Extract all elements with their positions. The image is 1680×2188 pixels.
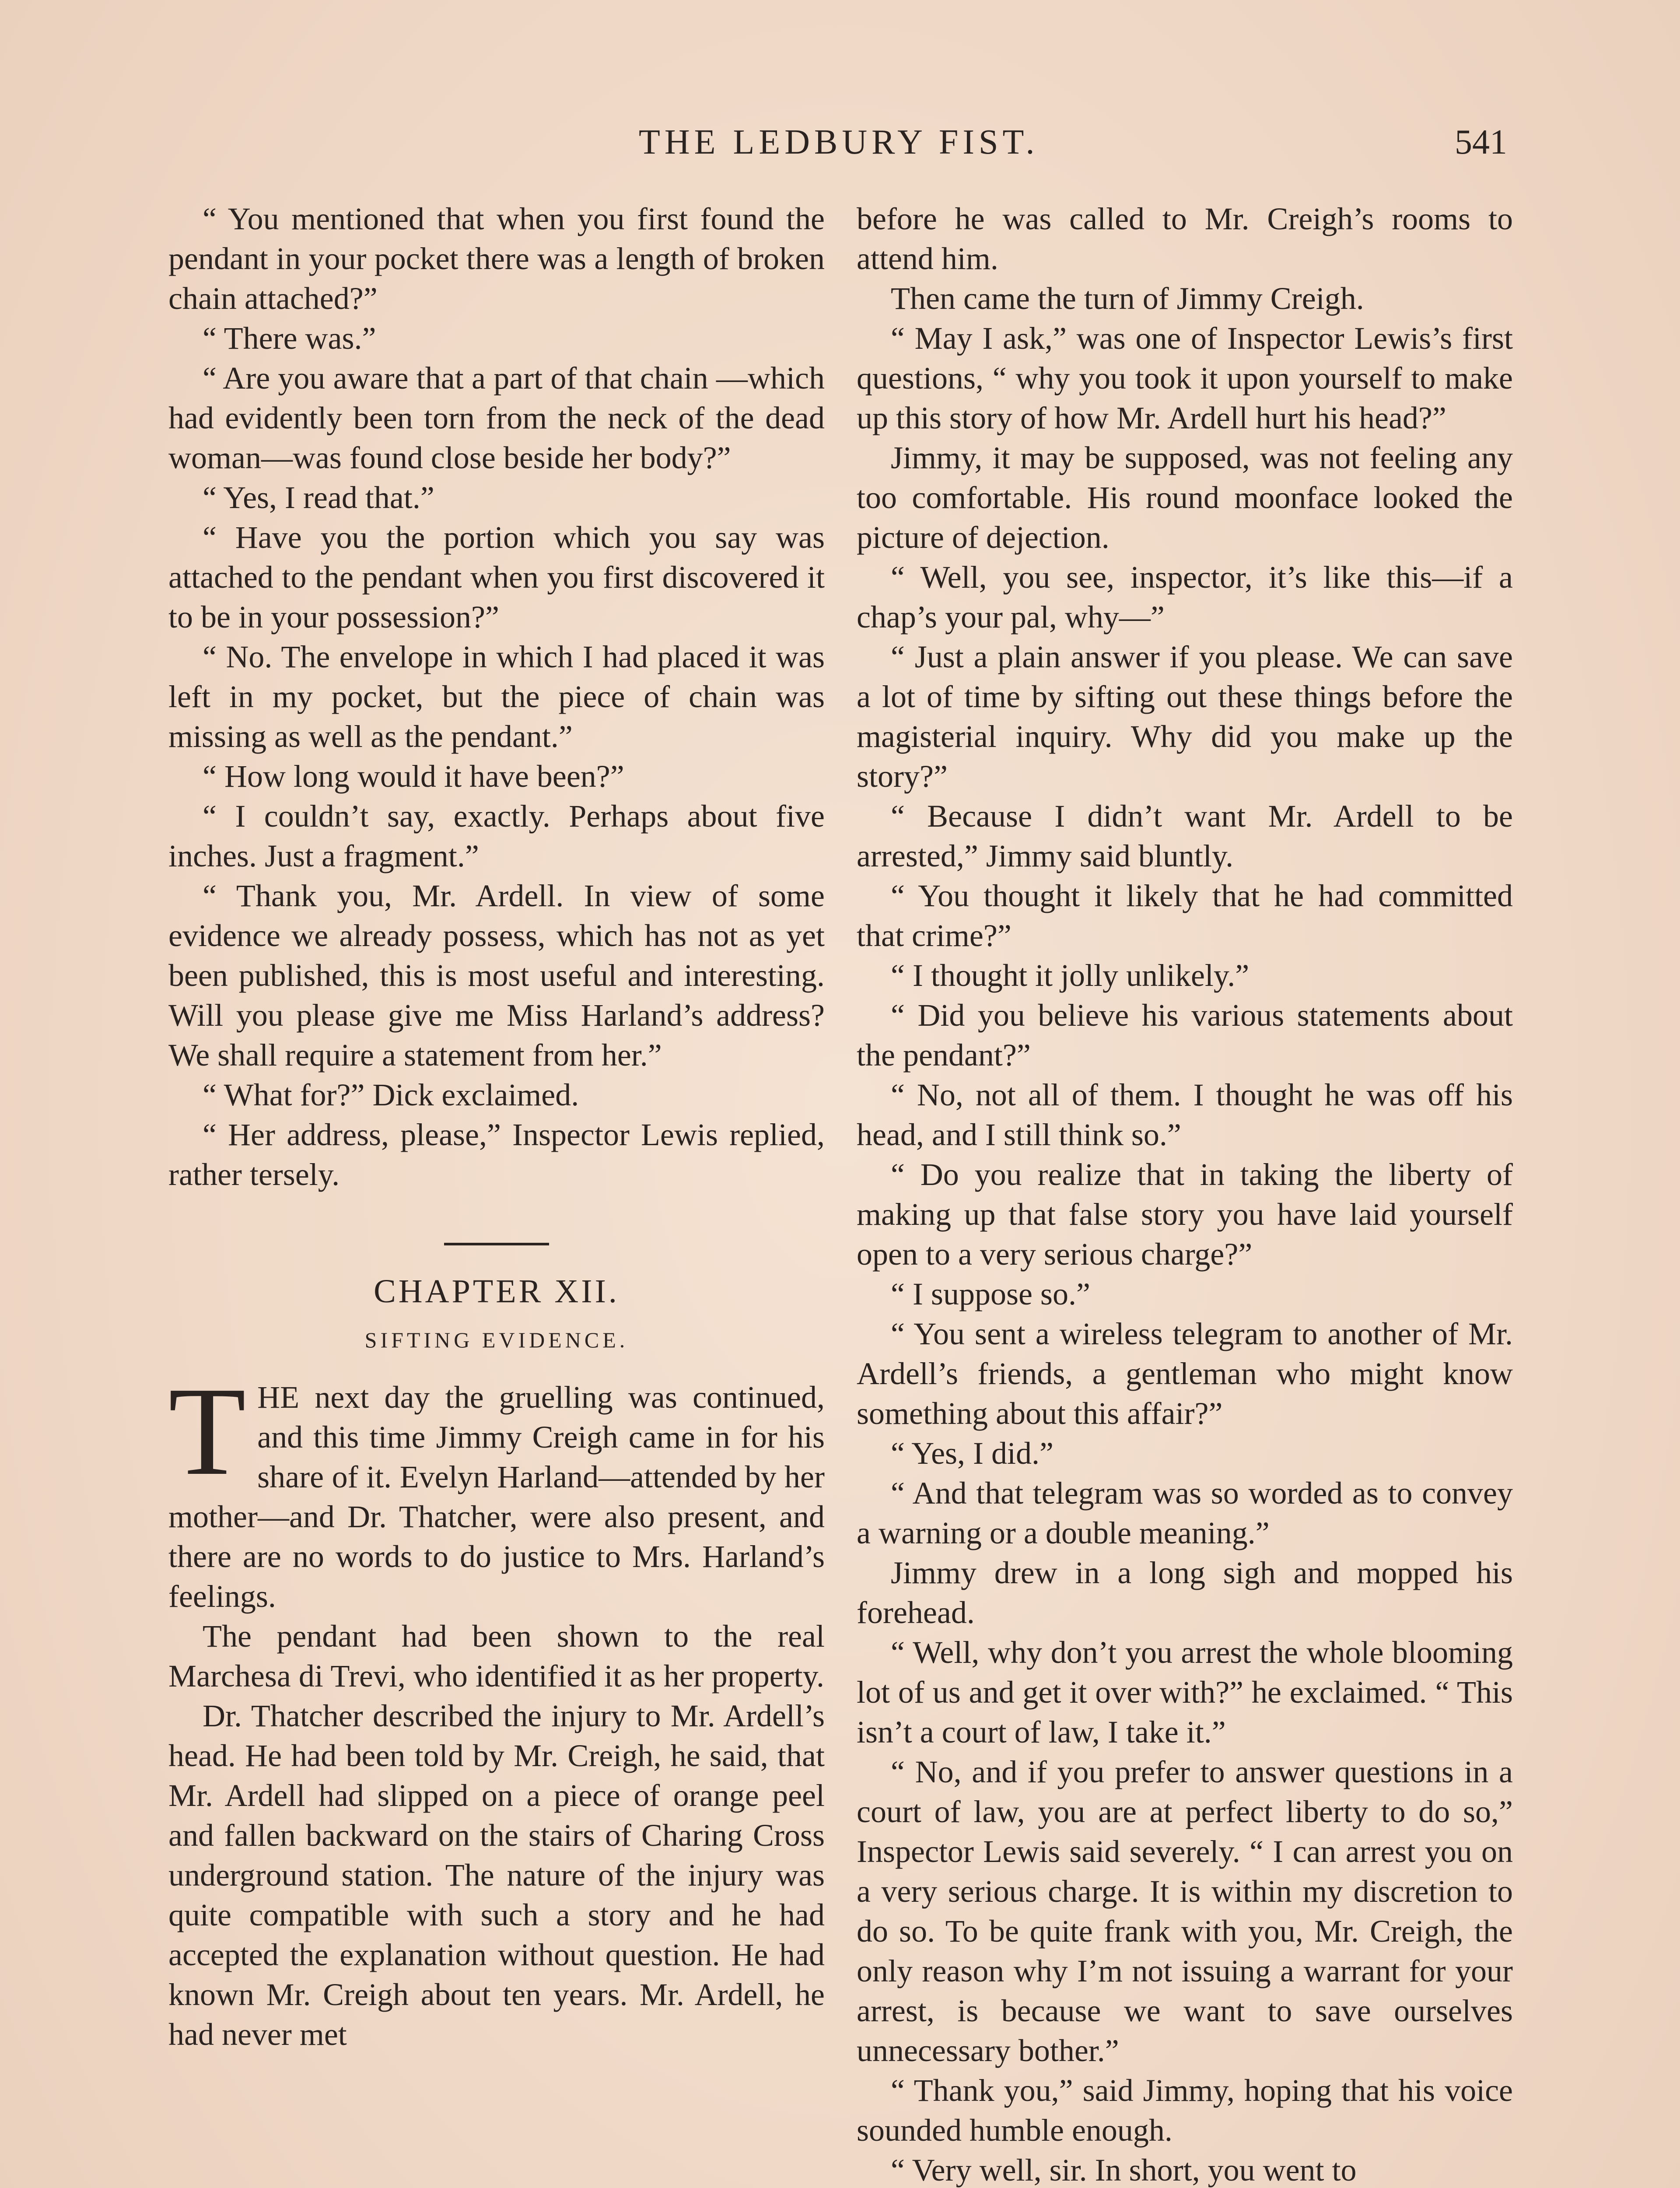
paragraph: “ Well, you see, inspector, it’s like this—if a chap’s your pal, why—”	[857, 560, 1513, 635]
paragraph: “ Just a plain answer if you please. We can save a lot of time by sifting out these things before the magisterial inquiry. Why did you make up the story?”	[857, 639, 1513, 794]
paragraph: “ Have you the portion which you say was attached to the pendant when you first discovered it to be in your possession?”	[168, 520, 825, 635]
paragraph: “ No, not all of them. I thought he was off his head, and I still think so.”	[857, 1077, 1513, 1152]
paragraph: “ May I ask,” was one of Inspector Lewis’s first questions, “ why you took it upon yourself to make up this story of how Mr. Ardell hurt his head?”	[857, 321, 1513, 435]
paragraph: “ There was.”	[203, 321, 376, 356]
chapter-title: CHAPTER XII.	[374, 1273, 620, 1310]
page-header	[0, 123, 1680, 175]
paragraph: “ You thought it likely that he had committed that crime?”	[857, 878, 1513, 953]
running-title: THE LEDBURY FIST.	[639, 123, 1039, 161]
right-column	[857, 199, 1513, 2188]
paragraph: The pendant had been shown to the real Marchesa di Trevi, who identified it as her property.	[168, 1619, 825, 1694]
paragraph: “ Did you believe his various statements about the pendant?”	[857, 998, 1513, 1073]
paragraph: Jimmy drew in a long sigh and mopped his forehead.	[857, 1555, 1513, 1630]
chapter-opening-paragraph	[168, 1361, 825, 1616]
paragraph: “ I thought it jolly unlikely.”	[891, 958, 1250, 993]
chapter-subtitle: SIFTING EVIDENCE.	[364, 1328, 629, 1352]
paragraph: “ I couldn’t say, exactly. Perhaps about five inches. Just a fragment.”	[168, 799, 825, 873]
paragraph: “ Very well, sir. In short, you went to	[891, 2153, 1357, 2188]
paragraph: “ Yes, I did.”	[891, 1436, 1054, 1471]
paragraph: “ Are you aware that a part of that chain —which had evidently been torn from the neck of the dead woman—was found close beside her body?”	[168, 361, 825, 475]
paragraph: “ What for?” Dick exclaimed.	[203, 1077, 579, 1112]
chapter-opening-text: HE next day the gruelling was continued, and this time Jimmy Creigh came in for his share of it. Evelyn Harland—attended by her mother—and Dr. Thatcher, were also present, and there are no words to do justice to Mrs. Harland’s feelings.	[168, 1380, 825, 1614]
page-number: 541	[1455, 123, 1507, 161]
paragraph: “ Because I didn’t want Mr. Ardell to be arrested,” Jimmy said bluntly.	[857, 799, 1513, 873]
paragraph: Jimmy, it may be supposed, was not feeling any too comfortable. His round moonface looked the picture of dejection.	[857, 440, 1513, 555]
paragraph: Then came the turn of Jimmy Creigh.	[891, 281, 1364, 316]
paragraph: “ Thank you, Mr. Ardell. In view of some evidence we already possess, which has not as yet been published, this is most useful and interesting. Will you please give me Miss Harland’s address? We shall require a statement from her.”	[168, 878, 825, 1073]
paragraph: “ Do you realize that in taking the liberty of making up that false story you have laid yourself open to a very serious charge?”	[857, 1157, 1513, 1272]
paragraph: “ I suppose so.”	[891, 1276, 1090, 1311]
paragraph: “ And that telegram was so worded as to convey a warning or a double meaning.”	[857, 1476, 1513, 1550]
paragraph: “ How long would it have been?”	[203, 759, 624, 794]
paragraph: “ Thank you,” said Jimmy, hoping that his voice sounded humble enough.	[857, 2073, 1513, 2148]
paragraph: “ You mentioned that when you first found the pendant in your pocket there was a length of broken chain attached?”	[168, 201, 825, 316]
paragraph: “ Yes, I read that.”	[203, 480, 434, 515]
paragraph: “ You sent a wireless telegram to another of Mr. Ardell’s friends, a gentleman who might know something about this affair?”	[857, 1316, 1513, 1431]
drop-cap: T	[168, 1361, 246, 1501]
continuation-paragraph: before he was called to Mr. Creigh’s rooms to attend him.	[857, 201, 1513, 276]
paragraph: “ Her address, please,” Inspector Lewis replied, rather tersely.	[168, 1117, 825, 1192]
paragraph: “ No. The envelope in which I had placed it was left in my pocket, but the piece of chain was missing as well as the pendant.”	[168, 639, 825, 754]
left-column	[168, 199, 825, 2055]
section-divider	[444, 1243, 549, 1245]
paragraph: Dr. Thatcher described the injury to Mr. Ardell’s head. He had been told by Mr. Creigh, he said, that Mr. Ardell had slipped on a piece of orange peel and fallen backward on the stairs of Charing Cross underground station. The nature of the injury was quite compatible with such a story and he had accepted the explanation without question. He had known Mr. Creigh about ten years. Mr. Ardell, he had never met	[168, 1698, 825, 2052]
paragraph: “ Well, why don’t you arrest the whole blooming lot of us and get it over with?” he exclaimed. “ This isn’t a court of law, I take it.”	[857, 1635, 1513, 1750]
paragraph: “ No, and if you prefer to answer questions in a court of law, you are at perfect liberty to do so,” Inspector Lewis said severely. “ I can arrest you on a very serious charge. It is within my discretion to do so. To be quite frank with you, Mr. Creigh, the only reason why I’m not issuing a warrant for your arrest, is because we want to save ourselves unnecessary bother.”	[857, 1754, 1513, 2068]
